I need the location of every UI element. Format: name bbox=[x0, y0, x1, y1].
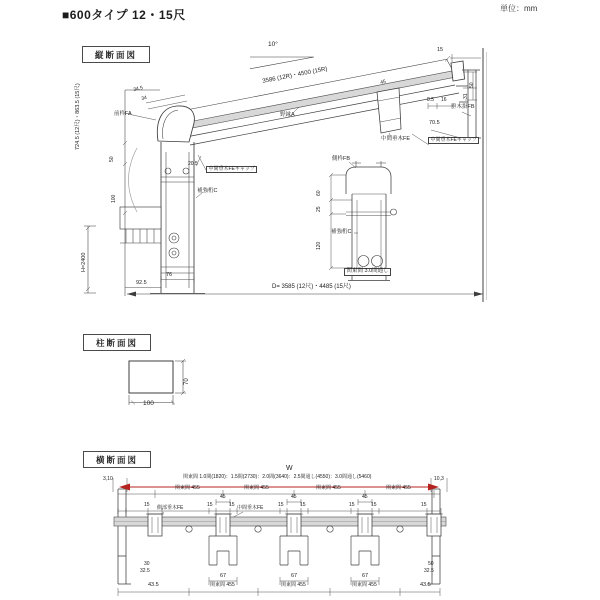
angle-reference-lines bbox=[250, 57, 314, 69]
page-title: ■600タイプ 12・15尺 bbox=[62, 8, 186, 22]
dim-50-front-label: 50 bbox=[109, 156, 115, 162]
dim-50-wall-label: 50 bbox=[469, 82, 475, 88]
mid-rafter-cap-label-right-label: 中間垂木FEキャップ bbox=[428, 137, 479, 144]
right-foot-dim-50-label: 50 bbox=[428, 561, 434, 567]
side-frame-label-label: 側枠FB bbox=[332, 156, 351, 162]
dim-70-5-label: 70.5 bbox=[429, 120, 440, 126]
slope-length-dim-label: 3586 (12R)・4500 (15R) bbox=[262, 66, 328, 85]
bottom-bay-dim-3-label: 関東間 455 bbox=[352, 582, 377, 588]
section-title-column: 柱断面図 bbox=[83, 334, 151, 351]
dim-20-5-label: 20.5 bbox=[188, 161, 198, 167]
depth-dim-label: D= 3585 (12尺)・4485 (15尺) bbox=[272, 284, 351, 290]
bottom-bay-dim-2-label: 関東間 455 bbox=[281, 582, 306, 588]
dim-100-front-label: 100 bbox=[111, 194, 117, 203]
bay-dim-1-label: 関東間 455 bbox=[175, 485, 200, 491]
rafter-width-dim-3-label: 45 bbox=[362, 494, 368, 500]
rafter-section-dim-45-label: 45 bbox=[379, 78, 387, 86]
rafter-hanger-label-label: 垂木掛FB bbox=[451, 104, 475, 110]
channel-width-dim-1-label: 67 bbox=[220, 573, 227, 579]
side-frame-detail bbox=[329, 161, 397, 281]
dim-34-5-label: 34.5 bbox=[132, 85, 144, 93]
dim-15-2-label: 15 bbox=[207, 502, 213, 508]
rafter-width-dim-2-label: 45 bbox=[291, 494, 297, 500]
front-frame-label-label: 前枠FA bbox=[114, 111, 132, 117]
reinforce-beam-side bbox=[120, 207, 161, 229]
bay-dim-4-label: 関東間 455 bbox=[386, 485, 411, 491]
post-section-rect bbox=[129, 361, 173, 393]
bay-dim-2-label: 関東間 455 bbox=[244, 485, 269, 491]
reinforce-beam-label-2-label: 補強桁C bbox=[331, 229, 352, 235]
right-edge-offsets-label: 10,3 bbox=[434, 476, 444, 482]
dim-15-4-label: 15 bbox=[278, 502, 284, 508]
dim-15-8-label: 15 bbox=[421, 502, 427, 508]
bay-dim-3-label: 関東間 455 bbox=[316, 485, 341, 491]
dim-15-7-label: 15 bbox=[371, 502, 377, 508]
dim-25-label: 25 bbox=[316, 206, 322, 212]
nobuchi-label-label: 野縁A bbox=[280, 112, 295, 118]
reinforce-beam-label-1-label: 補強桁C bbox=[197, 188, 218, 194]
dim-60-label: 60 bbox=[316, 190, 322, 196]
dim-31-wall-label: 31 bbox=[463, 93, 469, 99]
rafter-width-dim-1-label: 45 bbox=[220, 494, 226, 500]
vertical-section-drawing bbox=[81, 48, 487, 302]
kanto-3ken-note-label: 関東間 3.0間通し bbox=[344, 268, 391, 276]
mid-rafter-label-label: 中間垂木FE bbox=[237, 505, 264, 511]
dim-15-3-label: 15 bbox=[229, 502, 235, 508]
width-span-note-label: 関東間 1.0間(1820)：1.5間(2730)：2.0間(3640)：2.5間通し(4550)：3.0間通し(5460) bbox=[183, 474, 372, 480]
post-height-dim-label: H=2400 bbox=[81, 252, 87, 272]
bottom-dim-43-5-right-label: 43.5 bbox=[420, 582, 431, 588]
dim-8-5-label: 8.5 bbox=[427, 97, 434, 103]
hanger-bolt bbox=[327, 526, 333, 532]
section-title-horizontal: 横断面図 bbox=[83, 451, 151, 468]
section-title-vertical: 縦断面図 bbox=[82, 46, 150, 63]
channel-width-dim-3-label: 67 bbox=[362, 573, 369, 579]
channel-sections bbox=[209, 536, 379, 565]
dim-120-label: 120 bbox=[316, 241, 322, 250]
mid-rafter-section bbox=[377, 88, 401, 133]
left-foot-dim-30-label: 30 bbox=[144, 561, 150, 567]
post-depth-dim-label: 70 bbox=[184, 378, 190, 385]
dim-34-label: 34 bbox=[140, 94, 148, 102]
bolt-circle bbox=[169, 248, 179, 258]
left-foot-dim-32-5-label: 32.5 bbox=[140, 568, 150, 574]
top-gap-dim-15-label: 15 bbox=[437, 47, 444, 53]
channel-width-dim-2-label: 67 bbox=[291, 573, 298, 579]
front-height-dim-label: 724.5 (12尺)・863.5 (15尺) bbox=[75, 83, 81, 150]
width-symbol-label: W bbox=[286, 465, 293, 472]
dim-92-5-label: 92.5 bbox=[136, 280, 147, 286]
right-foot-dim-32-5-label: 32.5 bbox=[424, 568, 434, 574]
mid-rafter-label-label: 中間垂木FE bbox=[381, 136, 411, 142]
dim-15-5-label: 15 bbox=[300, 502, 306, 508]
bolt-circle bbox=[169, 233, 179, 243]
unit-note: 単位：mm bbox=[500, 4, 538, 13]
hanger-bolt bbox=[397, 526, 403, 532]
post-width-dim-label: 100 bbox=[143, 400, 154, 407]
horizontal-section-drawing bbox=[113, 478, 447, 596]
left-edge-offsets-label: 3,10 bbox=[103, 476, 113, 482]
mid-rafter-cap-label-left-label: 中間垂木FEキャップ bbox=[206, 166, 257, 173]
hanger-bolt bbox=[255, 526, 261, 532]
side-member-left bbox=[118, 489, 131, 584]
column-section-drawing bbox=[129, 359, 186, 405]
side-rafter-label-label: 側部垂木FE bbox=[157, 505, 184, 511]
roof-angle-dim-label: 10° bbox=[268, 41, 278, 48]
dim-15-6-label: 15 bbox=[349, 502, 355, 508]
bottom-dim-43-5-left-label: 43.5 bbox=[148, 582, 159, 588]
roof-panel bbox=[183, 71, 454, 130]
bolt-circle bbox=[391, 209, 397, 215]
dim-15-1-label: 15 bbox=[144, 502, 150, 508]
dim-16-label: 16 bbox=[441, 97, 447, 103]
dim-76-label: 76 bbox=[166, 272, 173, 278]
bottom-bay-dim-1-label: 関東間 455 bbox=[210, 582, 235, 588]
hanger-bolt bbox=[186, 526, 192, 532]
